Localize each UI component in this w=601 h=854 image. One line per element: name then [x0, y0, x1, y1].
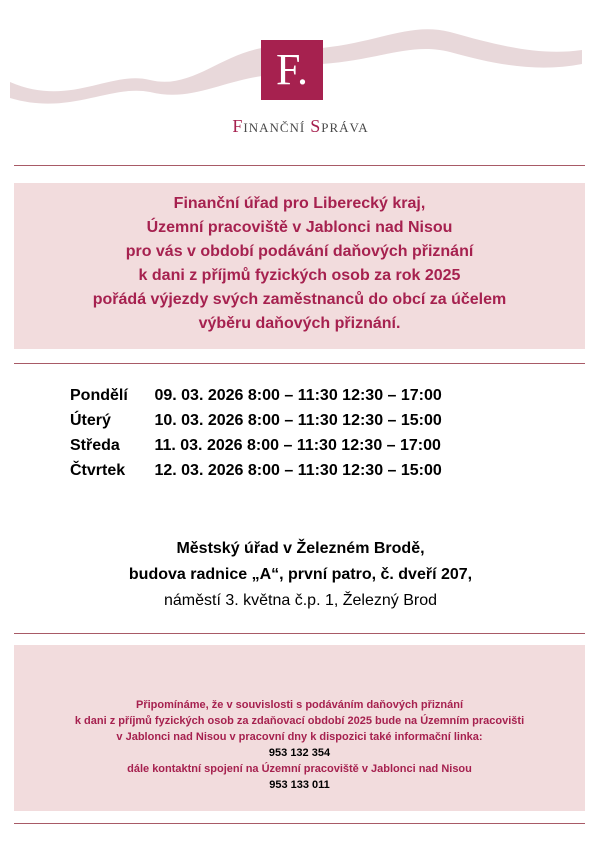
- brand-name-rest2: PRÁVA: [321, 120, 369, 135]
- reminder-box: [14, 645, 585, 811]
- reminder-line: v Jablonci nad Nisou v pracovní dny k dispozici také informační linka:: [116, 731, 483, 743]
- schedule-row: [70, 461, 442, 486]
- schedule-date: 12. 03. 2026: [154, 462, 244, 479]
- schedule-hours: 8:00 – 11:30 12:30 – 17:00: [247, 437, 441, 454]
- logo-letter: F.: [276, 45, 308, 94]
- intro-line: pro vás v období podávání daňových přiznání: [125, 243, 474, 260]
- divider: [14, 165, 585, 166]
- brand-name: [0, 116, 601, 137]
- intro-box: [14, 183, 585, 349]
- divider: [14, 633, 585, 634]
- schedule-row: [70, 386, 442, 411]
- schedule-row: [70, 411, 442, 436]
- intro-line: Finanční úřad pro Liberecký kraj,: [173, 195, 426, 212]
- location: [0, 536, 601, 614]
- schedule-day: Středa: [70, 437, 120, 454]
- divider: [14, 823, 585, 824]
- schedule-hours: 8:00 – 11:30 12:30 – 15:00: [247, 412, 442, 429]
- phone-number: 953 133 011: [269, 779, 330, 791]
- schedule-day: Pondělí: [70, 387, 128, 404]
- schedule-day: Úterý: [70, 412, 111, 429]
- brand-name-cap1: F: [232, 116, 244, 136]
- brand-name-rest1: INANČNÍ: [243, 120, 306, 135]
- location-address: náměstí 3. května č.p. 1, Železný Brod: [163, 592, 438, 609]
- schedule-table: [70, 386, 442, 486]
- location-office: Městský úřad v Železném Brodě,: [176, 540, 425, 557]
- intro-line: Územní pracoviště v Jablonci nad Nisou: [146, 219, 453, 236]
- schedule-date: 09. 03. 2026: [154, 387, 244, 404]
- phone-number: 953 132 354: [268, 747, 331, 759]
- reminder-line: dále kontaktní spojení na Územní pracoviště v Jablonci nad Nisou: [127, 763, 472, 775]
- intro-line: výběru daňových přiznání.: [198, 315, 401, 332]
- schedule-date: 10. 03. 2026: [154, 412, 244, 429]
- schedule-row: [70, 436, 442, 461]
- intro-line: pořádá výjezdy svých zaměstnanců do obcí za účelem: [92, 291, 507, 308]
- schedule-day: Čtvrtek: [70, 462, 126, 479]
- header: [0, 0, 601, 150]
- schedule-hours: 8:00 – 11:30 12:30 – 17:00: [247, 387, 442, 404]
- divider: [14, 363, 585, 364]
- brand-name-cap2: S: [310, 116, 322, 136]
- logo: [261, 40, 323, 100]
- reminder-line: k dani z příjmů fyzických osob za zdaňovací období 2025 bude na Územním pracovišti: [74, 715, 525, 727]
- reminder-line: Připomínáme, že v souvislosti s podáváním daňových přiznání: [135, 699, 464, 711]
- schedule-hours: 8:00 – 11:30 12:30 – 15:00: [247, 462, 442, 479]
- intro-line: k dani z příjmů fyzických osob za rok 2025: [138, 267, 461, 284]
- location-building: budova radnice „A“, první patro, č. dveří 207,: [128, 566, 473, 583]
- schedule-date: 11. 03. 2026: [154, 437, 243, 454]
